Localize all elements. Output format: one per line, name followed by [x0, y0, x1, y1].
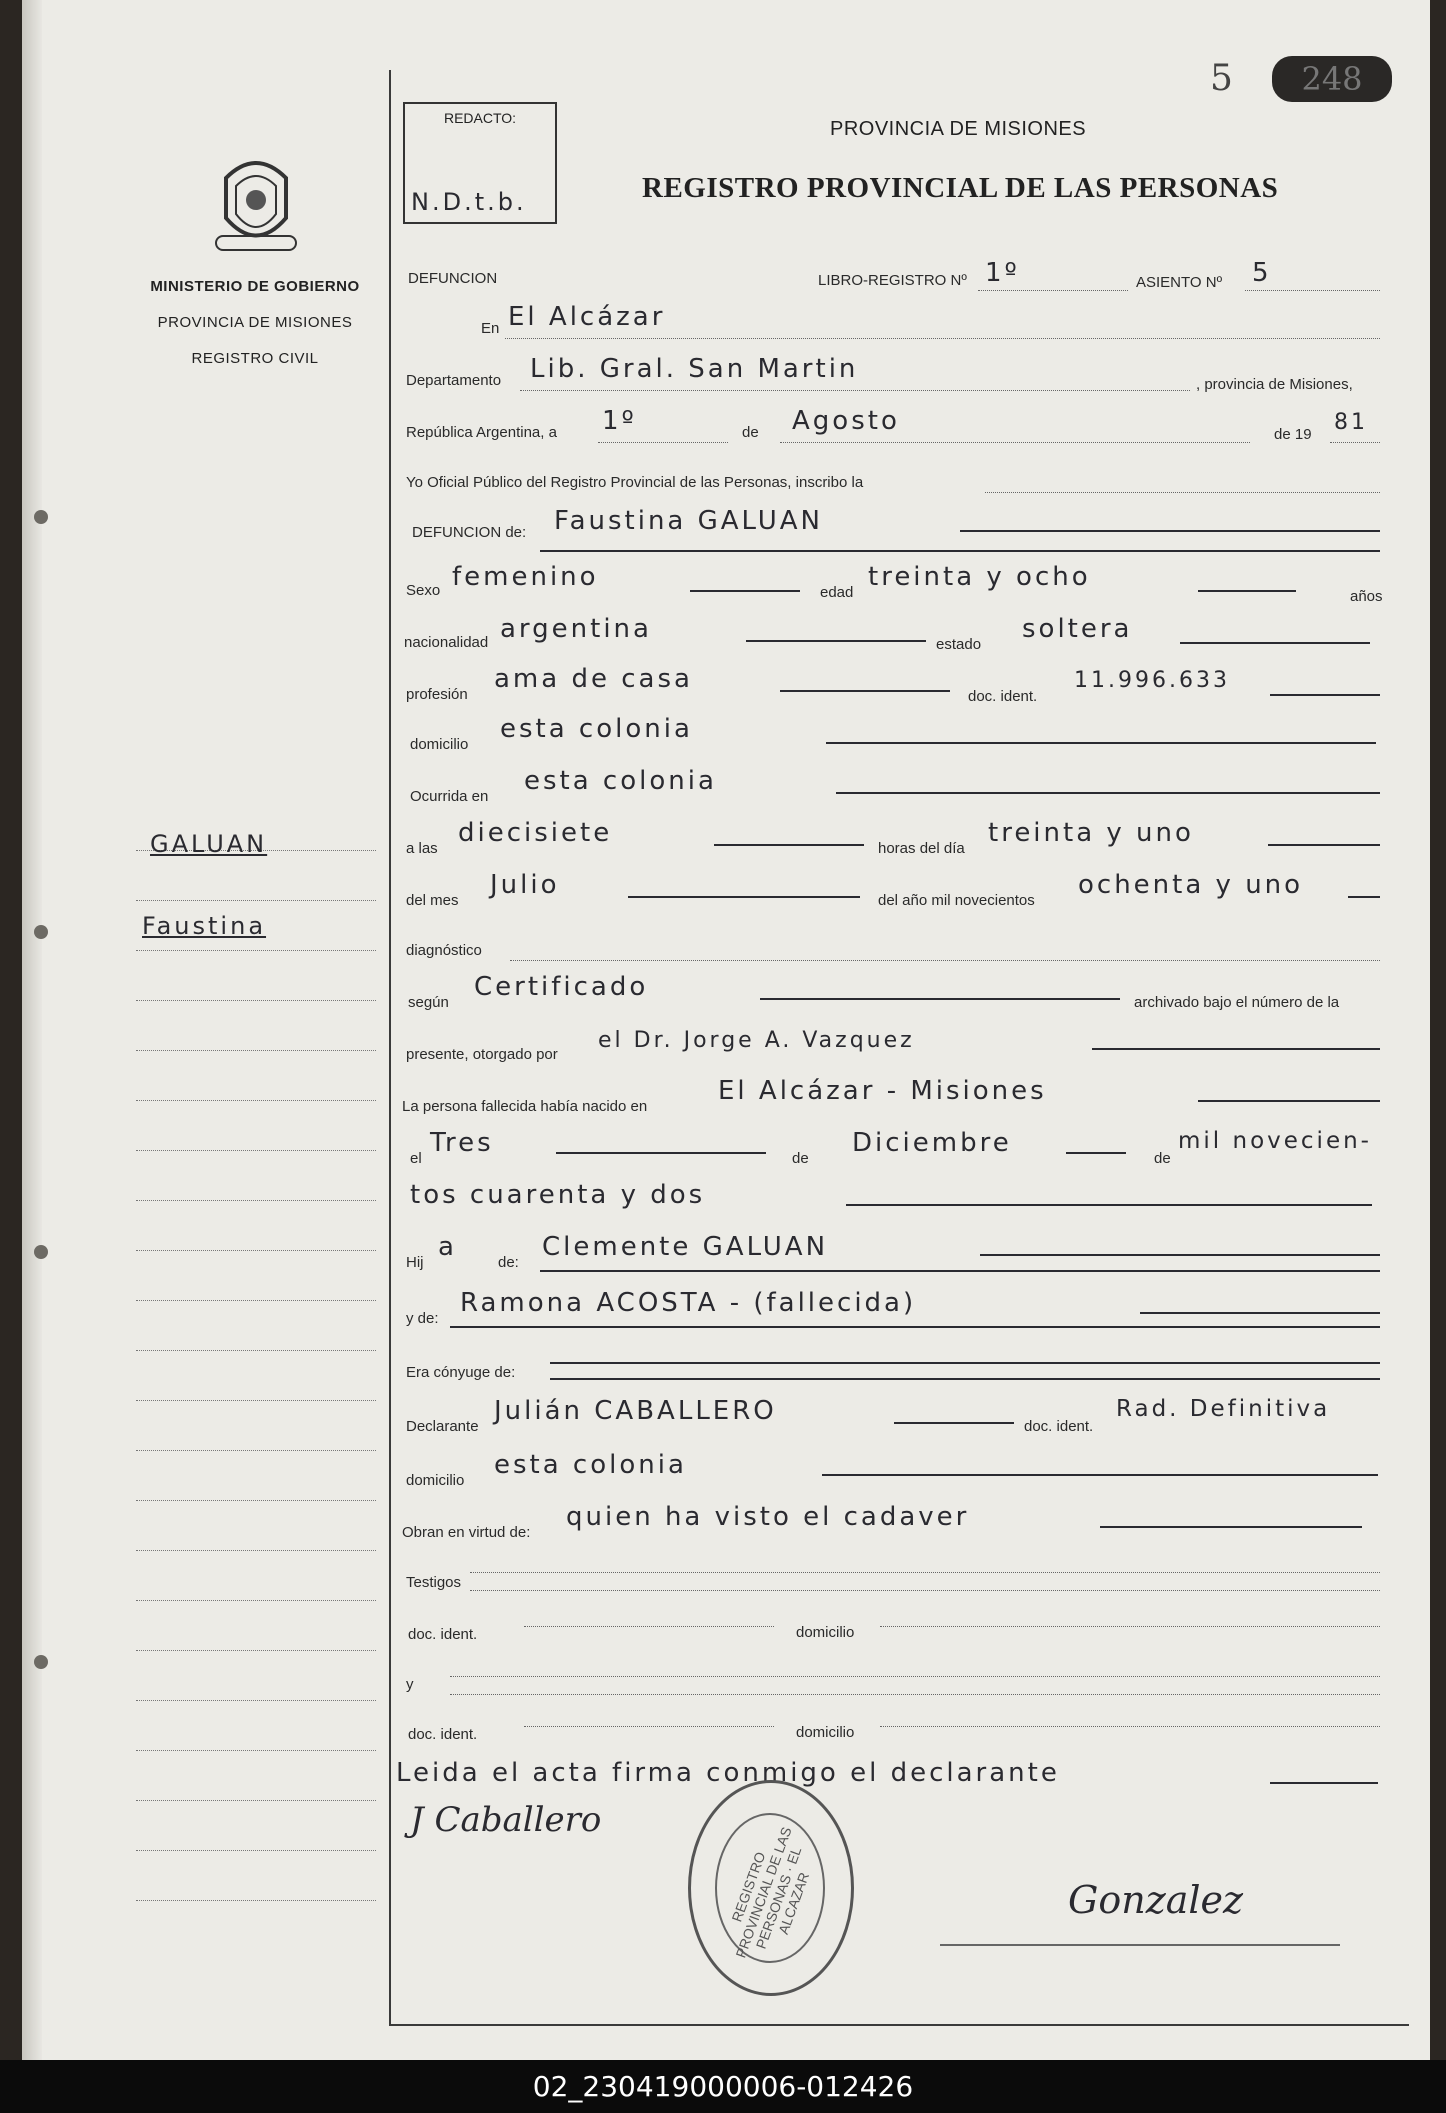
horas-label: horas del día	[878, 840, 965, 857]
sexo-label: Sexo	[406, 582, 441, 599]
decl-doc-value: Rad. Definitiva	[1116, 1396, 1331, 1422]
del-ano-value: ochenta y uno	[1078, 870, 1304, 900]
sexo-dash	[690, 590, 800, 592]
doc-ident-label: doc. ident.	[968, 688, 1038, 705]
defuncion-de-label: DEFUNCION de:	[412, 524, 527, 541]
profesion-label: profesión	[406, 686, 468, 703]
margin-given-name: Faustina	[142, 912, 267, 940]
domicilio-value: esta colonia	[500, 714, 693, 744]
edad-dash	[1198, 590, 1296, 592]
testigo2-doc-label: doc. ident.	[408, 1726, 478, 1743]
conyuge-label: Era cónyuge de:	[406, 1364, 516, 1381]
de2-label: de	[792, 1150, 809, 1167]
segun-label: según	[408, 994, 449, 1011]
el-value: Tres	[430, 1128, 494, 1158]
presente-dash	[1092, 1048, 1380, 1050]
anio-nacimiento-dash	[846, 1204, 1372, 1206]
del-ano-dash	[1348, 896, 1380, 898]
hij-label: Hij	[406, 1254, 424, 1271]
month-line	[780, 442, 1250, 443]
en-line	[505, 338, 1380, 339]
madre-line	[450, 1326, 1380, 1328]
anio-nacimiento-value: tos cuarenta y dos	[410, 1180, 706, 1210]
archivado-label: archivado bajo el número de la	[1134, 994, 1340, 1011]
estado-label: estado	[936, 636, 982, 653]
edad-label: edad	[820, 584, 854, 601]
registry-title: REGISTRO PROVINCIAL DE LAS PERSONAS	[642, 172, 1279, 204]
nacionalidad-dash	[746, 640, 926, 642]
de-label: de	[742, 424, 759, 441]
de2-value: Diciembre	[852, 1128, 1012, 1158]
a-las-label: a las	[406, 840, 438, 857]
testigo1-doc-label: doc. ident.	[408, 1626, 478, 1643]
horas-dash	[1268, 844, 1380, 846]
registry-seal-stamp	[688, 1780, 854, 1996]
anos-label: años	[1350, 588, 1383, 605]
leida-value: Leida el acta firma conmigo el declarante	[396, 1758, 1060, 1788]
asiento-line	[1245, 290, 1380, 291]
testigos-line-2	[470, 1590, 1380, 1591]
decl-dom-label: domicilio	[406, 1472, 465, 1489]
binder-hole	[34, 510, 48, 524]
domicilio-label: domicilio	[410, 736, 469, 753]
departamento-line	[520, 390, 1190, 391]
testigo1-doc-line	[524, 1626, 774, 1627]
segun-dash	[760, 998, 1120, 1000]
testigo1-dom-line	[880, 1626, 1380, 1627]
hij-suffix: a	[438, 1232, 457, 1262]
ocurrida-label: Ocurrida en	[410, 788, 489, 805]
testigos-line-1	[470, 1572, 1380, 1573]
testigo2-dom-line	[880, 1726, 1380, 1727]
declarante-signature: J Caballero	[410, 1800, 602, 1840]
redacto-value: N.D.t.b.	[411, 188, 527, 216]
padre-label: de:	[498, 1254, 519, 1271]
defuncion-de-value: Faustina GALUAN	[554, 506, 824, 536]
doc-ident-dash	[1270, 694, 1380, 696]
obran-label: Obran en virtud de:	[402, 1524, 531, 1541]
a-las-dash	[714, 844, 864, 846]
testigo2-line-2	[450, 1694, 1380, 1695]
padre-line	[540, 1270, 1380, 1272]
doc-ident-value: 11.996.633	[1074, 668, 1230, 693]
stamp-text: REGISTRO PROVINCIAL DE LAS PERSONAS · EL ALCAZAR	[728, 1824, 813, 1960]
segun-value: Certificado	[474, 972, 649, 1002]
record-type-label: DEFUNCION	[408, 270, 498, 287]
margin-surname: GALUAN	[150, 830, 268, 858]
month-value: Agosto	[792, 406, 900, 436]
nacido-label: La persona fallecida había nacido en	[402, 1098, 648, 1115]
de2-dash	[1066, 1152, 1126, 1154]
departamento-label: Departamento	[406, 372, 502, 389]
declarante-value: Julián CABALLERO	[494, 1396, 777, 1426]
obran-value: quien ha visto el cadaver	[566, 1502, 970, 1532]
ocurrida-value: esta colonia	[524, 766, 717, 796]
madre-label: y de:	[406, 1310, 439, 1327]
conyuge-dash	[550, 1362, 1380, 1364]
profesion-dash	[780, 690, 950, 692]
yo-oficial-line	[985, 492, 1380, 493]
del-mes-value: Julio	[490, 870, 560, 900]
ministry-title: MINISTERIO DE GOBIERNO	[150, 278, 360, 295]
profesion-value: ama de casa	[494, 664, 693, 694]
del-mes-label: del mes	[406, 892, 459, 909]
ocurrida-dash	[836, 792, 1380, 794]
official-signature: Gonzalez	[1068, 1878, 1244, 1922]
nacionalidad-value: argentina	[500, 614, 652, 644]
libro-value: 1º	[985, 258, 1020, 288]
a-las-value: diecisiete	[458, 818, 613, 848]
page-number: 5	[1210, 58, 1233, 99]
padre-value: Clemente GALUAN	[542, 1232, 829, 1262]
estado-value: soltera	[1022, 614, 1133, 644]
el-dash	[556, 1152, 766, 1154]
decl-dom-dash	[822, 1474, 1378, 1476]
day-line	[598, 442, 728, 443]
asiento-label: ASIENTO Nº	[1136, 274, 1223, 291]
libro-label: LIBRO-REGISTRO Nº	[818, 272, 967, 289]
de-mil-value: mil novecien-	[1178, 1128, 1372, 1154]
padre-dash	[980, 1254, 1380, 1256]
defuncion-line	[540, 550, 1380, 552]
presente-value: el Dr. Jorge A. Vazquez	[598, 1028, 915, 1053]
year-value: 81	[1334, 410, 1368, 435]
estado-dash	[1180, 642, 1370, 644]
del-ano-label: del año mil novecientos	[878, 892, 1035, 909]
departamento-value: Lib. Gral. San Martin	[530, 354, 859, 384]
nacionalidad-label: nacionalidad	[404, 634, 489, 651]
domicilio-dash	[826, 742, 1376, 744]
madre-value: Ramona ACOSTA - (fallecida)	[460, 1288, 917, 1318]
binding-edge	[22, 0, 42, 2060]
leida-dash	[1270, 1782, 1378, 1784]
redacto-box	[403, 102, 557, 224]
testigo2-dom-label: domicilio	[796, 1724, 855, 1741]
form-border-bottom	[389, 2024, 1409, 2026]
decl-dom-value: esta colonia	[494, 1450, 687, 1480]
nacido-value: El Alcázar - Misiones	[718, 1076, 1047, 1106]
yo-oficial-text: Yo Oficial Público del Registro Provincial de las Personas, inscribo la	[406, 474, 864, 491]
province-title: PROVINCIA DE MISIONES	[830, 118, 1087, 140]
el-label: el	[410, 1150, 422, 1167]
del-mes-dash	[628, 896, 860, 898]
en-value: El Alcázar	[508, 302, 666, 332]
madre-dash	[1140, 1312, 1380, 1314]
horas-value: treinta y uno	[988, 818, 1194, 848]
edad-value: treinta y ocho	[868, 562, 1091, 592]
y-label: y	[406, 1676, 414, 1693]
testigo2-line-1	[450, 1676, 1380, 1677]
republica-label: República Argentina, a	[406, 424, 557, 441]
coat-of-arms-icon	[206, 148, 306, 258]
libro-line	[978, 290, 1128, 291]
defuncion-dash	[960, 530, 1380, 532]
diagnostico-label: diagnóstico	[406, 942, 482, 959]
year-line	[1330, 442, 1380, 443]
binder-hole	[34, 1655, 48, 1669]
stamp-number: 248	[1272, 56, 1392, 102]
footer-id-bar: 02_230419000006-012426	[0, 2060, 1446, 2113]
margin-notes-lines	[136, 850, 376, 1950]
ministry-province: PROVINCIA DE MISIONES	[157, 314, 353, 331]
asiento-value: 5	[1252, 258, 1272, 288]
nacido-dash	[1198, 1100, 1380, 1102]
diagnostico-line	[510, 960, 1380, 961]
official-stamp-line	[940, 1944, 1340, 1946]
binder-hole	[34, 1245, 48, 1259]
ministry-registry: REGISTRO CIVIL	[191, 350, 319, 367]
en-label: En	[481, 320, 500, 337]
testigo1-dom-label: domicilio	[796, 1624, 855, 1641]
obran-dash	[1100, 1526, 1362, 1528]
binder-hole	[34, 925, 48, 939]
sexo-value: femenino	[452, 562, 599, 592]
provincia-label: , provincia de Misiones,	[1196, 376, 1353, 393]
declarante-label: Declarante	[406, 1418, 479, 1435]
day-value: 1º	[602, 406, 637, 436]
decl-doc-label: doc. ident.	[1024, 1418, 1094, 1435]
de-mil-label: de	[1154, 1150, 1171, 1167]
presente-label: presente, otorgado por	[406, 1046, 558, 1063]
declarante-dash	[894, 1422, 1014, 1424]
conyuge-line	[550, 1378, 1380, 1380]
year-label: de 19	[1274, 426, 1312, 443]
redacto-label: REDACTO:	[443, 110, 517, 126]
testigo2-doc-line	[524, 1726, 774, 1727]
testigos-label: Testigos	[406, 1574, 462, 1591]
